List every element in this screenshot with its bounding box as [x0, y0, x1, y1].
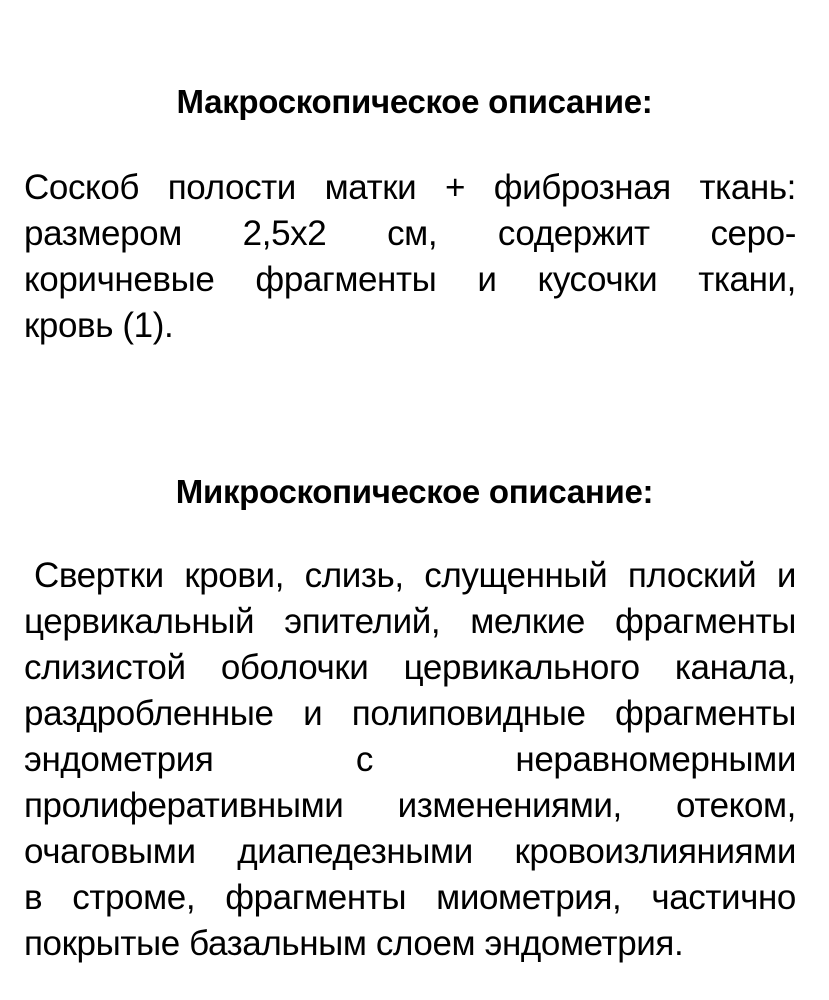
text-line: эндометрия с неравномерными	[24, 740, 796, 779]
text-line: коричневые фрагменты и кусочки ткани,	[24, 260, 796, 299]
text-line: покрытые базальным слоем эндометрия.	[24, 924, 684, 963]
macroscopic-description	[24, 165, 796, 349]
text-line: слизистой оболочки цервикального канала,	[24, 648, 796, 687]
text-line: Соскоб полости матки + фиброзная ткань:	[24, 168, 796, 207]
text-line: кровь (1).	[24, 306, 174, 345]
text-line: размером 2,5х2 см, содержит серо-	[24, 214, 796, 253]
text-line: очаговыми диапедезными кровоизлияниями	[24, 832, 796, 871]
text-line: раздробленные и полиповидные фрагменты	[24, 694, 796, 733]
text-line: пролиферативными изменениями, отеком,	[24, 786, 796, 825]
microscopic-description	[24, 553, 796, 967]
macroscopic-heading: Макроскопическое описание:	[176, 83, 653, 120]
text-line: цервикальный эпителий, мелкие фрагменты	[24, 602, 796, 641]
text-line: в строме, фрагменты миометрия, частично	[24, 878, 796, 917]
text-line: Свертки крови, слизь, слущенный плоский и	[34, 556, 796, 595]
microscopic-heading: Микроскопическое описание:	[175, 473, 654, 510]
